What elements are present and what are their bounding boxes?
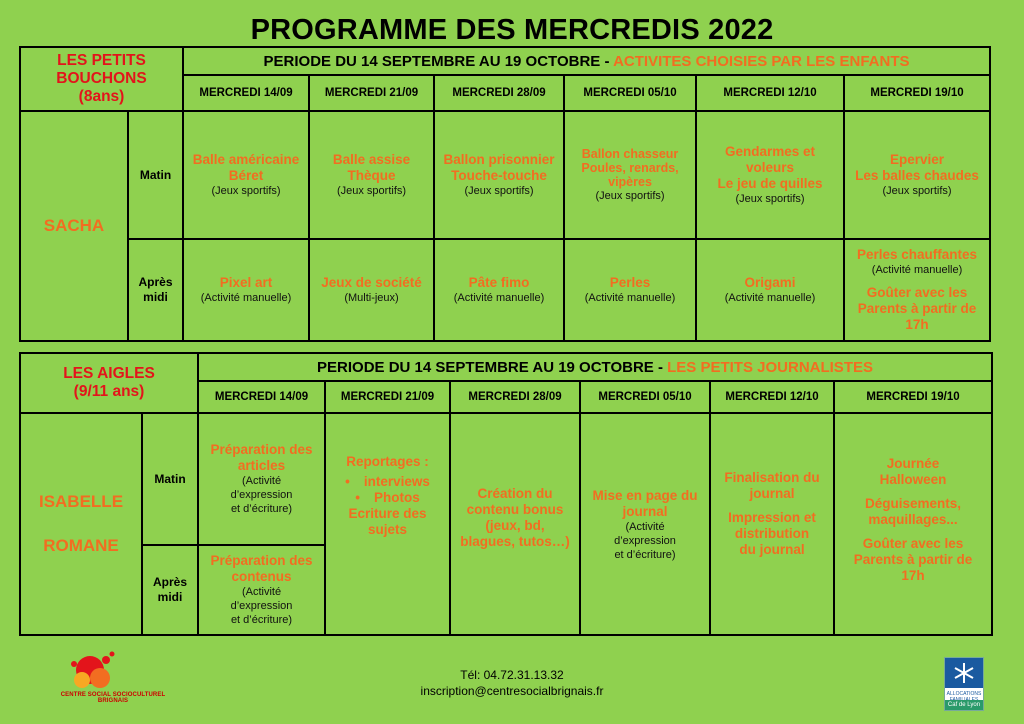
day-header: MERCREDI 14/09 xyxy=(198,381,325,413)
activity-cell: Journée Halloween Déguisements, maquillages... Goûter avec les Parents à partir de 17h xyxy=(834,413,992,635)
activity-cell: Création du contenu bonus (jeux, bd, blagues, tutos…) xyxy=(450,413,580,635)
day-header: MERCREDI 21/09 xyxy=(309,75,434,111)
snowflake-icon xyxy=(945,658,983,688)
day-header: MERCREDI 12/10 xyxy=(696,75,844,111)
schedule-table-petits-bouchons xyxy=(19,46,991,342)
caf-logo-bottom: Caf de Lyon xyxy=(945,700,983,710)
activity-cell: Reportages : • interviews • Photos Ecriture des sujets xyxy=(325,413,450,635)
activity-cell: Origami (Activité manuelle) xyxy=(696,239,844,341)
slot-morning: Matin xyxy=(128,111,183,239)
activity-cell: Balle américaine Béret (Jeux sportifs) xyxy=(183,111,309,239)
day-header: MERCREDI 28/09 xyxy=(450,381,580,413)
day-header: MERCREDI 19/10 xyxy=(834,381,992,413)
slot-afternoon: Après midi xyxy=(128,239,183,341)
child-names: ISABELLE ROMANE xyxy=(20,413,142,635)
activity-cell: Finalisation du journal Impression et distribution du journal xyxy=(710,413,834,635)
activity-cell: Mise en page du journal (Activité d’expression et d’écriture) xyxy=(580,413,710,635)
activity-cell: Ballon chasseur Poules, renards, vipères (Jeux sportifs) xyxy=(564,111,696,239)
activity-cell: Pixel art (Activité manuelle) xyxy=(183,239,309,341)
activity-cell: Ballon prisonnier Touche-touche (Jeux sportifs) xyxy=(434,111,564,239)
activity-cell: Perles (Activité manuelle) xyxy=(564,239,696,341)
phone-number: Tél: 04.72.31.13.32 xyxy=(460,668,564,682)
logo-caption: CENTRE SOCIAL SOCIOCULTUREL BRIGNAIS xyxy=(60,692,166,704)
day-header: MERCREDI 12/10 xyxy=(710,381,834,413)
activity-cell: Jeux de société (Multi-jeux) xyxy=(309,239,434,341)
period-header: PERIODE DU 14 SEPTEMBRE AU 19 OCTOBRE - ACTIVITES CHOISIES PAR LES ENFANTS xyxy=(183,47,990,75)
day-header: MERCREDI 05/10 xyxy=(580,381,710,413)
activity-cell: Balle assise Thèque (Jeux sportifs) xyxy=(309,111,434,239)
day-header: MERCREDI 19/10 xyxy=(844,75,990,111)
list-item: • interviews xyxy=(345,474,430,489)
activity-cell: Epervier Les balles chaudes (Jeux sportifs) xyxy=(844,111,990,239)
activity-cell: Gendarmes et voleurs Le jeu de quilles (Jeux sportifs) xyxy=(696,111,844,239)
day-header: MERCREDI 05/10 xyxy=(564,75,696,111)
activity-cell: Pâte fimo (Activité manuelle) xyxy=(434,239,564,341)
caf-logo-text: ALLOCATIONS xyxy=(946,691,982,697)
slot-morning: Matin xyxy=(142,413,198,545)
reportages-list xyxy=(328,474,447,506)
day-header: MERCREDI 14/09 xyxy=(183,75,309,111)
slot-afternoon: Après midi xyxy=(142,545,198,635)
day-header: MERCREDI 21/09 xyxy=(325,381,450,413)
list-item: • Photos xyxy=(355,490,420,505)
day-header: MERCREDI 28/09 xyxy=(434,75,564,111)
page-title: PROGRAMME DES MERCREDIS 2022 xyxy=(250,14,774,46)
activity-cell: Préparation des articles (Activité d’expression et d’écriture) xyxy=(198,413,325,545)
activity-cell: Perles chauffantes (Activité manuelle) Goûter avec les Parents à partir de 17h xyxy=(844,239,990,341)
child-name: SACHA xyxy=(20,111,128,341)
group-name-aigles: LES AIGLES (9/11 ans) xyxy=(20,353,198,413)
caf-logo xyxy=(944,657,984,711)
schedule-table-aigles xyxy=(19,352,993,636)
group-name-petits-bouchons: LES PETITS BOUCHONS (8ans) xyxy=(20,47,183,111)
email-address: inscription@centresocialbrignais.fr xyxy=(420,684,604,698)
period-header: PERIODE DU 14 SEPTEMBRE AU 19 OCTOBRE - LES PETITS JOURNALISTES xyxy=(198,353,992,381)
contact-info xyxy=(0,667,1024,699)
activity-cell: Préparation des contenus (Activité d’expression et d’écriture) xyxy=(198,545,325,635)
